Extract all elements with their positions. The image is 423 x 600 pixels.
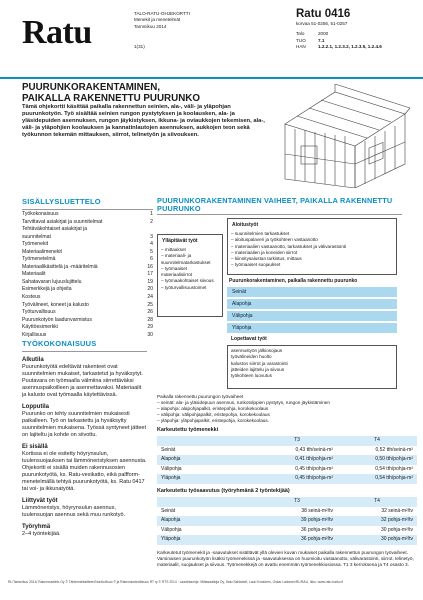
aloitus-title: Aloitustyöt (232, 222, 259, 228)
table-header (157, 497, 257, 507)
tuo-label: TUO (296, 37, 306, 43)
intro-paragraph: Tämä ohjekortti käsittää paikalla rakennettun seinien, ala-, väli- ja yläpohjan puurunkotyön. Työ sisältää seinien rungon pystytyksen ja koolausken, ala- ja yläsidepuiden asennuksen, rungon jäykistyksen, ikkuna- ja oviaukkojen tekemisen, ala-, väli- ja yläpohjien koolauksen ja kannatinlautojen asennuksen, aukkojen teon sekä työkunnon tekemän mittauksen, siirrot, telinetyön ja siivouksen. (22, 104, 265, 139)
talo-value: 2000 (318, 31, 329, 37)
table-row: Välipohja 36 pohja-m²/tv 30 pohja-m²/tv (161, 526, 413, 533)
table-of-contents (22, 209, 153, 339)
aloitus-item: – materiaalien vastaanotto, tarkastukset ja välivarastointi (231, 244, 393, 250)
table-header: T3 (257, 436, 337, 446)
lopetus-item: työkohteen luovutus (231, 373, 272, 379)
table-row: Alapohja 39 pohja-m²/tv 32 pohja-m²/tv (157, 516, 417, 526)
table-header: T4 (337, 497, 417, 507)
table-row: Yläpohja 36 pohja-m²/tv 30 pohja-m²/tv (157, 535, 417, 545)
phase-seinat: Seinät (227, 287, 397, 297)
phases-diagram (157, 214, 402, 364)
page-number: 1(31) (134, 44, 145, 50)
table1-title: Karkeutettu työmenekki (157, 427, 219, 433)
title-line-2: PAIKALLA RAKENNETTU PUURUNKO (22, 92, 200, 104)
page-title (22, 83, 252, 104)
title-line-1: PUURUNKORAKENTAMINEN, (22, 82, 161, 93)
han-label: HAN (296, 44, 306, 50)
runko-title: Puurunkorakentaminen, paikalla rakennettu puurunko (229, 278, 358, 284)
lopputila-text: Puurunko on tehty suunnitelmien mukaisesti paikalleen. Työ on tarkastettu ja hyväksytty suunnitelmien mukaisena. Työssä syntyneet jätteet on lajiteltu ja kohde on siivottu. (22, 411, 147, 438)
yllapitavat-item: – työturvallisuustoimet (161, 285, 219, 291)
lopetus-item: asennustyön jälkiosojaus (231, 348, 283, 353)
aloitus-item: – aloituspalaveri ja työkohteen vastaanotto (231, 237, 393, 243)
toc-item[interactable]: Kosteus 24 (22, 294, 153, 301)
card-id-block (296, 8, 382, 51)
aloitus-item: – työmaaiset suojaukset (231, 262, 393, 268)
toc-item[interactable]: Työvälineet, koneet ja kalusto 25 (22, 301, 153, 308)
scope-item: – alapohja: alapohjapalkit, eristepohja, korokekoolaus (157, 406, 269, 412)
work-output-table (157, 497, 417, 545)
toc-item[interactable]: Esimerkkejä ja ohjeita 20 (22, 286, 153, 293)
page-footer: RL/Tammikuu 2014/ Rakennustieto Oy © Tähtemäntaitteen/Nordic/lisuo © ja Rakennusteollisuus RT ry © RTS 2014 · Laadintaohje: Mittasaattoja Oy, Satu Sahlstedt, Lauri Koskinen, Oskar Laitonen/RL/RAU, Ikko: www.ratu-harko.fi (8, 580, 344, 584)
han-row (296, 44, 382, 50)
aloitus-box (227, 218, 397, 275)
alkutila-text: Puurunkotyötä edeltävät rakenteet ovat suunnitelmien mukaiset, tarkastetut ja hyväksytyt. Puutavara on työmaalla välmiina siirrettäväksi asennuspaikoilleen ja asennettavaksi. Materiaalit ja kalusto ovat työmaalla käytettävissä. (22, 364, 143, 398)
phase-alapohja: Alapohja (227, 299, 397, 309)
phase-ylapohja: Yläpohja (227, 323, 397, 333)
toc-item[interactable]: Materiaalit 17 (22, 271, 153, 278)
tyoryhma-heading: Työryhmä (22, 524, 51, 530)
scope-item: – seinät: ala- ja yläsidepuun asennus, runkotolppien pystytys, rungon jäykistäminen (157, 400, 331, 406)
lopetus-title: Lopettavat työt (231, 336, 267, 342)
toc-item[interactable]: Materiaalimenekit 5 (22, 248, 153, 255)
ei-sisalla-heading: Ei sisällä (22, 444, 48, 450)
han-value: 1.2.2.1, 1.2.3.2, 1.2.3.5, 1.2.4.6 (318, 44, 382, 50)
lopputila-heading: Lopputila (22, 404, 49, 410)
card-number: Ratu 0416 (296, 8, 351, 20)
card-date: Tammikuu 2014 (134, 23, 167, 29)
table-header: T3 (257, 497, 337, 507)
toc-item[interactable]: Kirjallisuus 30 (22, 331, 153, 338)
work-heading: TYÖKOKONAISUUS (22, 339, 97, 348)
toc-item[interactable]: Tehtäväkohtaiset asiakirjat ja (22, 226, 88, 233)
toc-item[interactable]: Tarvittavat asiakirjat ja suunnitelmat 2 (22, 218, 153, 225)
lopetus-items-box (227, 345, 397, 389)
yllapitavat-box (157, 234, 223, 317)
yllapitavat-item: – materiaali- ja suunnitelmatarkastukset (161, 253, 219, 266)
replaces-text: korvaa 51-0256, 51-0257 (296, 21, 348, 26)
toc-item[interactable]: Materiaalikäsittelä ja -määritelmiä 16 (22, 263, 153, 270)
card-meta (134, 11, 190, 51)
table-header: T4 (337, 436, 417, 446)
yllapitavat-item: – työmaaiset materiaalisiirrot (161, 266, 219, 279)
liittyvat-text: Lämmöneristys, höyrynsulun asennus, tuulensuojan asennus sekä muu runkotyö. (22, 505, 126, 518)
yllapitavat-title: Ylläpitävät työt (162, 238, 198, 244)
liittyvat-heading: Liittyvät työt (22, 498, 58, 504)
yllapitavat-item: – mittaukset (161, 247, 219, 253)
header-divider (0, 77, 423, 79)
toc-item[interactable]: Käyttöesimerkki 29 (22, 324, 153, 331)
table-row: Yläpohja 0,45 tth/pohja-m² 0,54 tth/pohja-m² (157, 474, 417, 484)
work-section (22, 351, 147, 538)
table2-title: Karkeutettu työsaavutus (työryhmänä 2 työntekijää) (157, 488, 290, 494)
ratu-logo: Ratu (22, 14, 92, 51)
lopetus-item: työvälineiden huolto (231, 354, 272, 360)
card-subtitle: Menekit ja menetelmät (134, 17, 181, 23)
toc-item[interactable]: Työturvallisuus 26 (22, 309, 153, 316)
toc-item[interactable]: Työmenetelmä 6 (22, 256, 153, 263)
card-type: TALO-RATU-OHJEKORTTI (134, 11, 190, 16)
alkutila-heading: Alkutila (22, 357, 44, 363)
scope-item: – välipohja: välipohjapalkit, eristepohja, korokekoolaus (157, 412, 270, 418)
toc-heading: SISÄLLYSLUETTELO (22, 197, 101, 206)
toc-item[interactable]: suunnitelmat 3 (22, 233, 153, 240)
tyoryhma-text: 2–4 työntekijää. (22, 531, 61, 537)
yllapitavat-item: – työmaakohtaiset siivous (161, 278, 219, 284)
toc-item[interactable]: Puurunkotyön laadunvarmistus 28 (22, 316, 153, 323)
table-header (157, 436, 257, 446)
ei-sisalla-text: Kortissa ei ole esitetty höyrynsulun, tuulensuojauksen tai lämmöneristyksen asennusta. Ohjekortti ei sisällä muiden rakennusosien puurunkotyötä, ks. Ratu-vesikatto, eikä palfform-menetelmällä tehtyä puurunkotyötä, ks. Ratu 0417 tai voi- ja ikkunatyötä. (22, 451, 147, 492)
toc-item[interactable]: Työmenekit 4 (22, 241, 153, 248)
table-row: Seinät 0,43 tth/seinä-m² 0,52 tth/seinä-m² (161, 446, 413, 453)
table-row: Seinät 38 seinä-m²/tv 32 seinä-m²/tv (161, 507, 413, 514)
work-consumption-table (157, 436, 417, 484)
lopetus-item: jätteiden lajittelu ja siivous (231, 366, 285, 372)
table-row: Välipohja 0,45 tth/pohja-m² 0,54 tth/pohja-m² (161, 465, 413, 472)
aloitus-item: – materiaalien ja koneiden siirrot (231, 250, 393, 256)
scope-item: – yläpohja: yläpohjapalkit, eristepohja, korokekoolaus. (157, 418, 270, 424)
phase-valipohja: Välipohja (227, 311, 397, 321)
scope-heading: Paikalla rakennettu puurungon työvaiheet (157, 394, 244, 399)
timber-frame-illustration (275, 84, 415, 188)
lopetus-item: kaluston siirrot ja varastointi (231, 360, 288, 366)
toc-item[interactable]: Työkokonaisuus 1 (22, 211, 153, 217)
aloitus-item: – kiinnitysalustan tarkistus, mittaus (231, 256, 393, 262)
talo-label: Talo (296, 31, 305, 37)
scope-list (157, 394, 407, 424)
tuo-value: 7.1 (318, 37, 325, 43)
toc-item[interactable]: Sahatavaran lujuuslujittelu 19 (22, 278, 153, 285)
consumption-note: Karkeutetut työmenekit ja -saavutukset sisältävät yllä olevien kuvan mukaiset paikalla rakennettun puurungon työvaiheet. Varsinaisen puurunkotyön lisäksi työmenekissä ja -saavutuksessa on huomioitu vastaanotto, välivarastointi, siirrot, telinetyö, materiaalit, suojaukset ja siivous. Työmenekkejä on avattu enemmän työmenekkiosiossa. T1 3 kerroksena ja T4 osasto 3. (157, 550, 414, 568)
table-row: Alapohja 0,41 tth/pohja-m² 0,50 tth/pohja-m² (157, 455, 417, 465)
aloitus-item: – suunnitelmien tarkastukset (231, 231, 393, 237)
phases-heading: PUURUNKORAKENTAMINEN VAIHEET, PAIKALLA RAKENNETTU PUURUNKO (157, 196, 393, 214)
